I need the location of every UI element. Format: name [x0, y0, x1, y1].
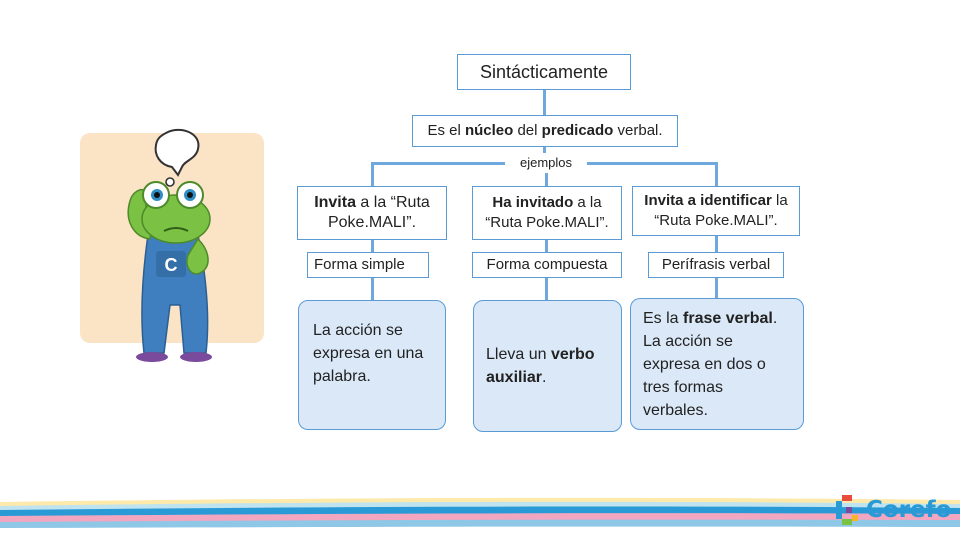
root-concept-label: Sintácticamente: [479, 62, 609, 82]
footer-decorative-band: [0, 492, 960, 540]
connector-label: ejemplos: [505, 153, 587, 173]
definition-bold-1: núcleo: [464, 122, 514, 139]
example-2-text: a la “Ruta Poke.MALI”.: [485, 194, 609, 231]
connector-branch-3: [715, 162, 718, 186]
description-3-text-2: . La acción se expresa en dos o tres formas verbales.: [643, 310, 782, 419]
example-box-3: [632, 186, 800, 236]
connector-type2-desc2: [545, 278, 548, 300]
example-box-1: [297, 186, 447, 240]
type-label-simple: Forma simple: [314, 256, 405, 273]
example-box-2: [472, 186, 622, 240]
example-3-text: la “Ruta Poke.MALI”.: [654, 192, 792, 229]
description-box-3: [630, 298, 804, 430]
connector-ex2-type2: [545, 240, 548, 252]
connector-root-def: [543, 90, 546, 115]
description-3-text-1: Es la: [643, 310, 684, 327]
definition-box: [412, 115, 678, 147]
example-2-bold: Ha invitado: [492, 194, 574, 211]
corefo-logo-icon: [836, 495, 860, 525]
description-box-1: [298, 300, 446, 430]
connector-branch-1: [371, 162, 374, 186]
type-label-perifrasis: Perífrasis verbal: [661, 256, 771, 273]
description-2-text-2: .: [542, 369, 547, 386]
type-box-compuesta: [472, 252, 622, 278]
example-1-bold: Invita: [314, 194, 356, 211]
description-2-bold: verbo auxiliar: [486, 346, 595, 386]
type-label-compuesta: Forma compuesta: [486, 256, 608, 273]
example-1-text: a la “Ruta Poke.MALI”.: [327, 194, 435, 231]
definition-bold-2: predicado: [541, 122, 614, 139]
definition-text-3: verbal.: [613, 122, 663, 139]
description-1-text: La acción se expresa en una palabra.: [313, 322, 424, 385]
brand-logo: [836, 492, 951, 528]
description-box-2: [473, 300, 622, 432]
shirt-letter: C: [164, 255, 178, 275]
description-2-text-1: Lleva un: [486, 346, 551, 363]
brand-name: Corefo: [866, 497, 952, 523]
connector-ex1-type1: [371, 240, 374, 252]
type-box-perifrasis: [648, 252, 784, 278]
frog-mascot-illustration: [80, 127, 268, 372]
root-concept-box: [457, 54, 631, 90]
definition-text-2: del: [513, 122, 542, 139]
connector-type3-desc3: [715, 278, 718, 298]
example-3-bold: Invita a identificar: [644, 192, 772, 209]
definition-text-1: Es el: [427, 122, 465, 139]
connector-ex3-type3: [715, 236, 718, 252]
type-box-simple: [307, 252, 429, 278]
description-3-bold: frase verbal: [683, 310, 773, 327]
connector-type1-desc1: [371, 278, 374, 300]
